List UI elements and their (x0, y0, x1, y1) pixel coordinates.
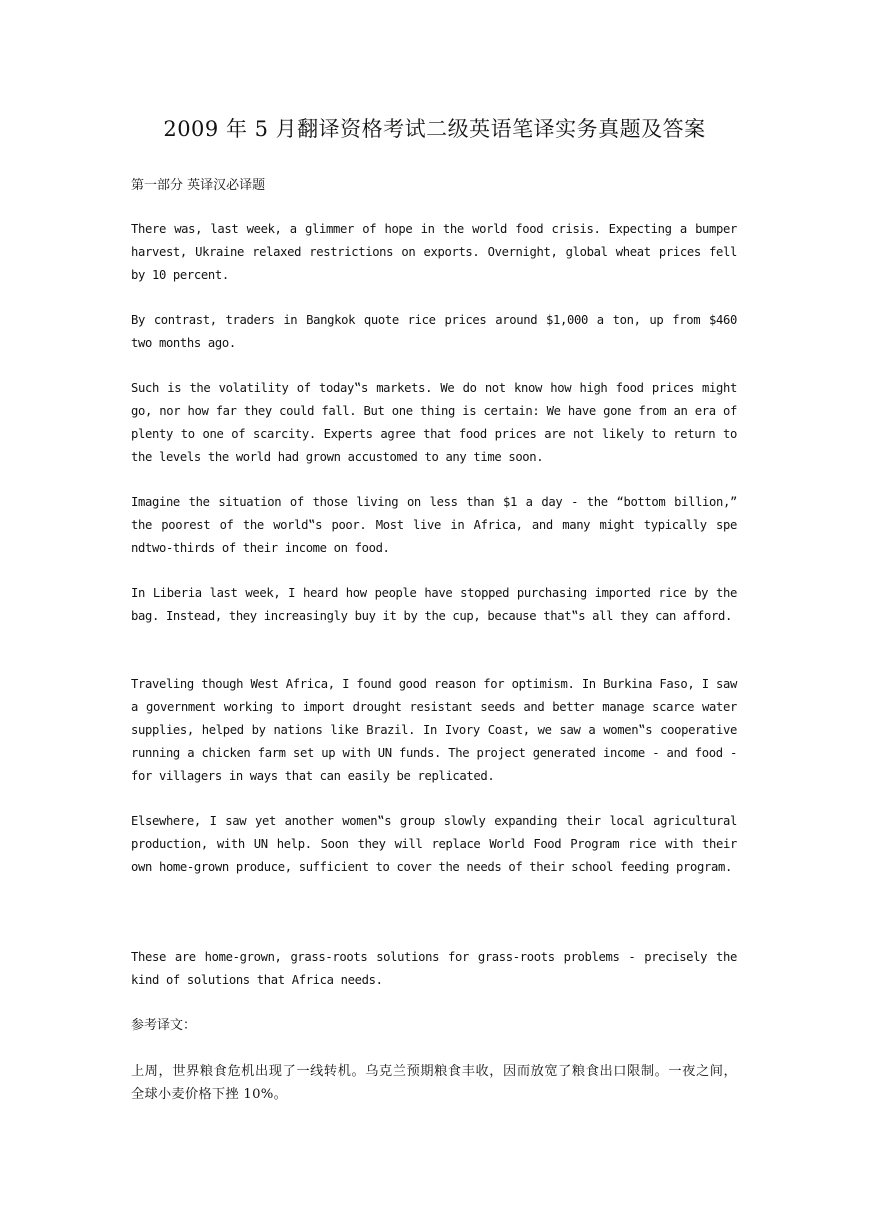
paragraph-4: Imagine the situation of those living on less than $1 a day - the “bottom billion,” the poorest of the world‟s poor. Most live in Africa, and many might typically spe ndtwo-thirds of their income on food. (131, 495, 737, 555)
translation-paragraph-1: 上周，世界粮食危机出现了一线转机。乌克兰预期粮食丰收，因而放宽了粮食出口限制。一夜之间，全球小麦价格下挫 10%。 (131, 1064, 737, 1102)
paragraph-3: Such is the volatility of today‟s markets. We do not know how high food prices might go, nor how far they could fall. But one thing is certain: We have gone from an era of plenty to one of scarcity. Experts agree that food prices are not likely to return to the levels the world had grown accustomed to any time soon. (131, 381, 737, 464)
paragraph-5: In Liberia last week, I heard how people have stopped purchasing imported rice by the bag. Instead, they increasingly buy it by the cup, because that‟s all they can afford. (131, 586, 737, 623)
section-heading: 第一部分 英译汉必译题 (131, 178, 266, 193)
reference-translation-label: 参考译文： (131, 1018, 197, 1033)
paragraph-7: Elsewhere, I saw yet another women‟s group slowly expanding their local agricultural production, with UN help. Soon they will replace World Food Program rice with their own home-grown produce, sufficient to cover the needs of their school feeding program. (131, 814, 737, 874)
paragraph-6: Traveling though West Africa, I found good reason for optimism. In Burkina Faso, I saw a government working to import drought resistant seeds and better manage scarce water supplies, helped by nations like Brazil. In Ivory Coast, we saw a women‟s cooperative running a chicken farm set up with UN funds. The project generated income - and food - for villagers in ways that can easily be replicated. (131, 677, 737, 783)
document-title: 2009 年 5 月翻译资格考试二级英语笔译实务真题及答案 (163, 117, 706, 141)
paragraph-8: These are home-grown, grass-roots solutions for grass-roots problems - precisely the kind of solutions that Africa needs. (131, 950, 737, 987)
paragraph-1: There was, last week, a glimmer of hope in the world food crisis. Expecting a bumper harvest, Ukraine relaxed restrictions on exports. Overnight, global wheat prices fell by 10 percent. (131, 222, 737, 282)
paragraph-2: By contrast, traders in Bangkok quote rice prices around $1,000 a ton, up from $460 two months ago. (131, 313, 737, 350)
